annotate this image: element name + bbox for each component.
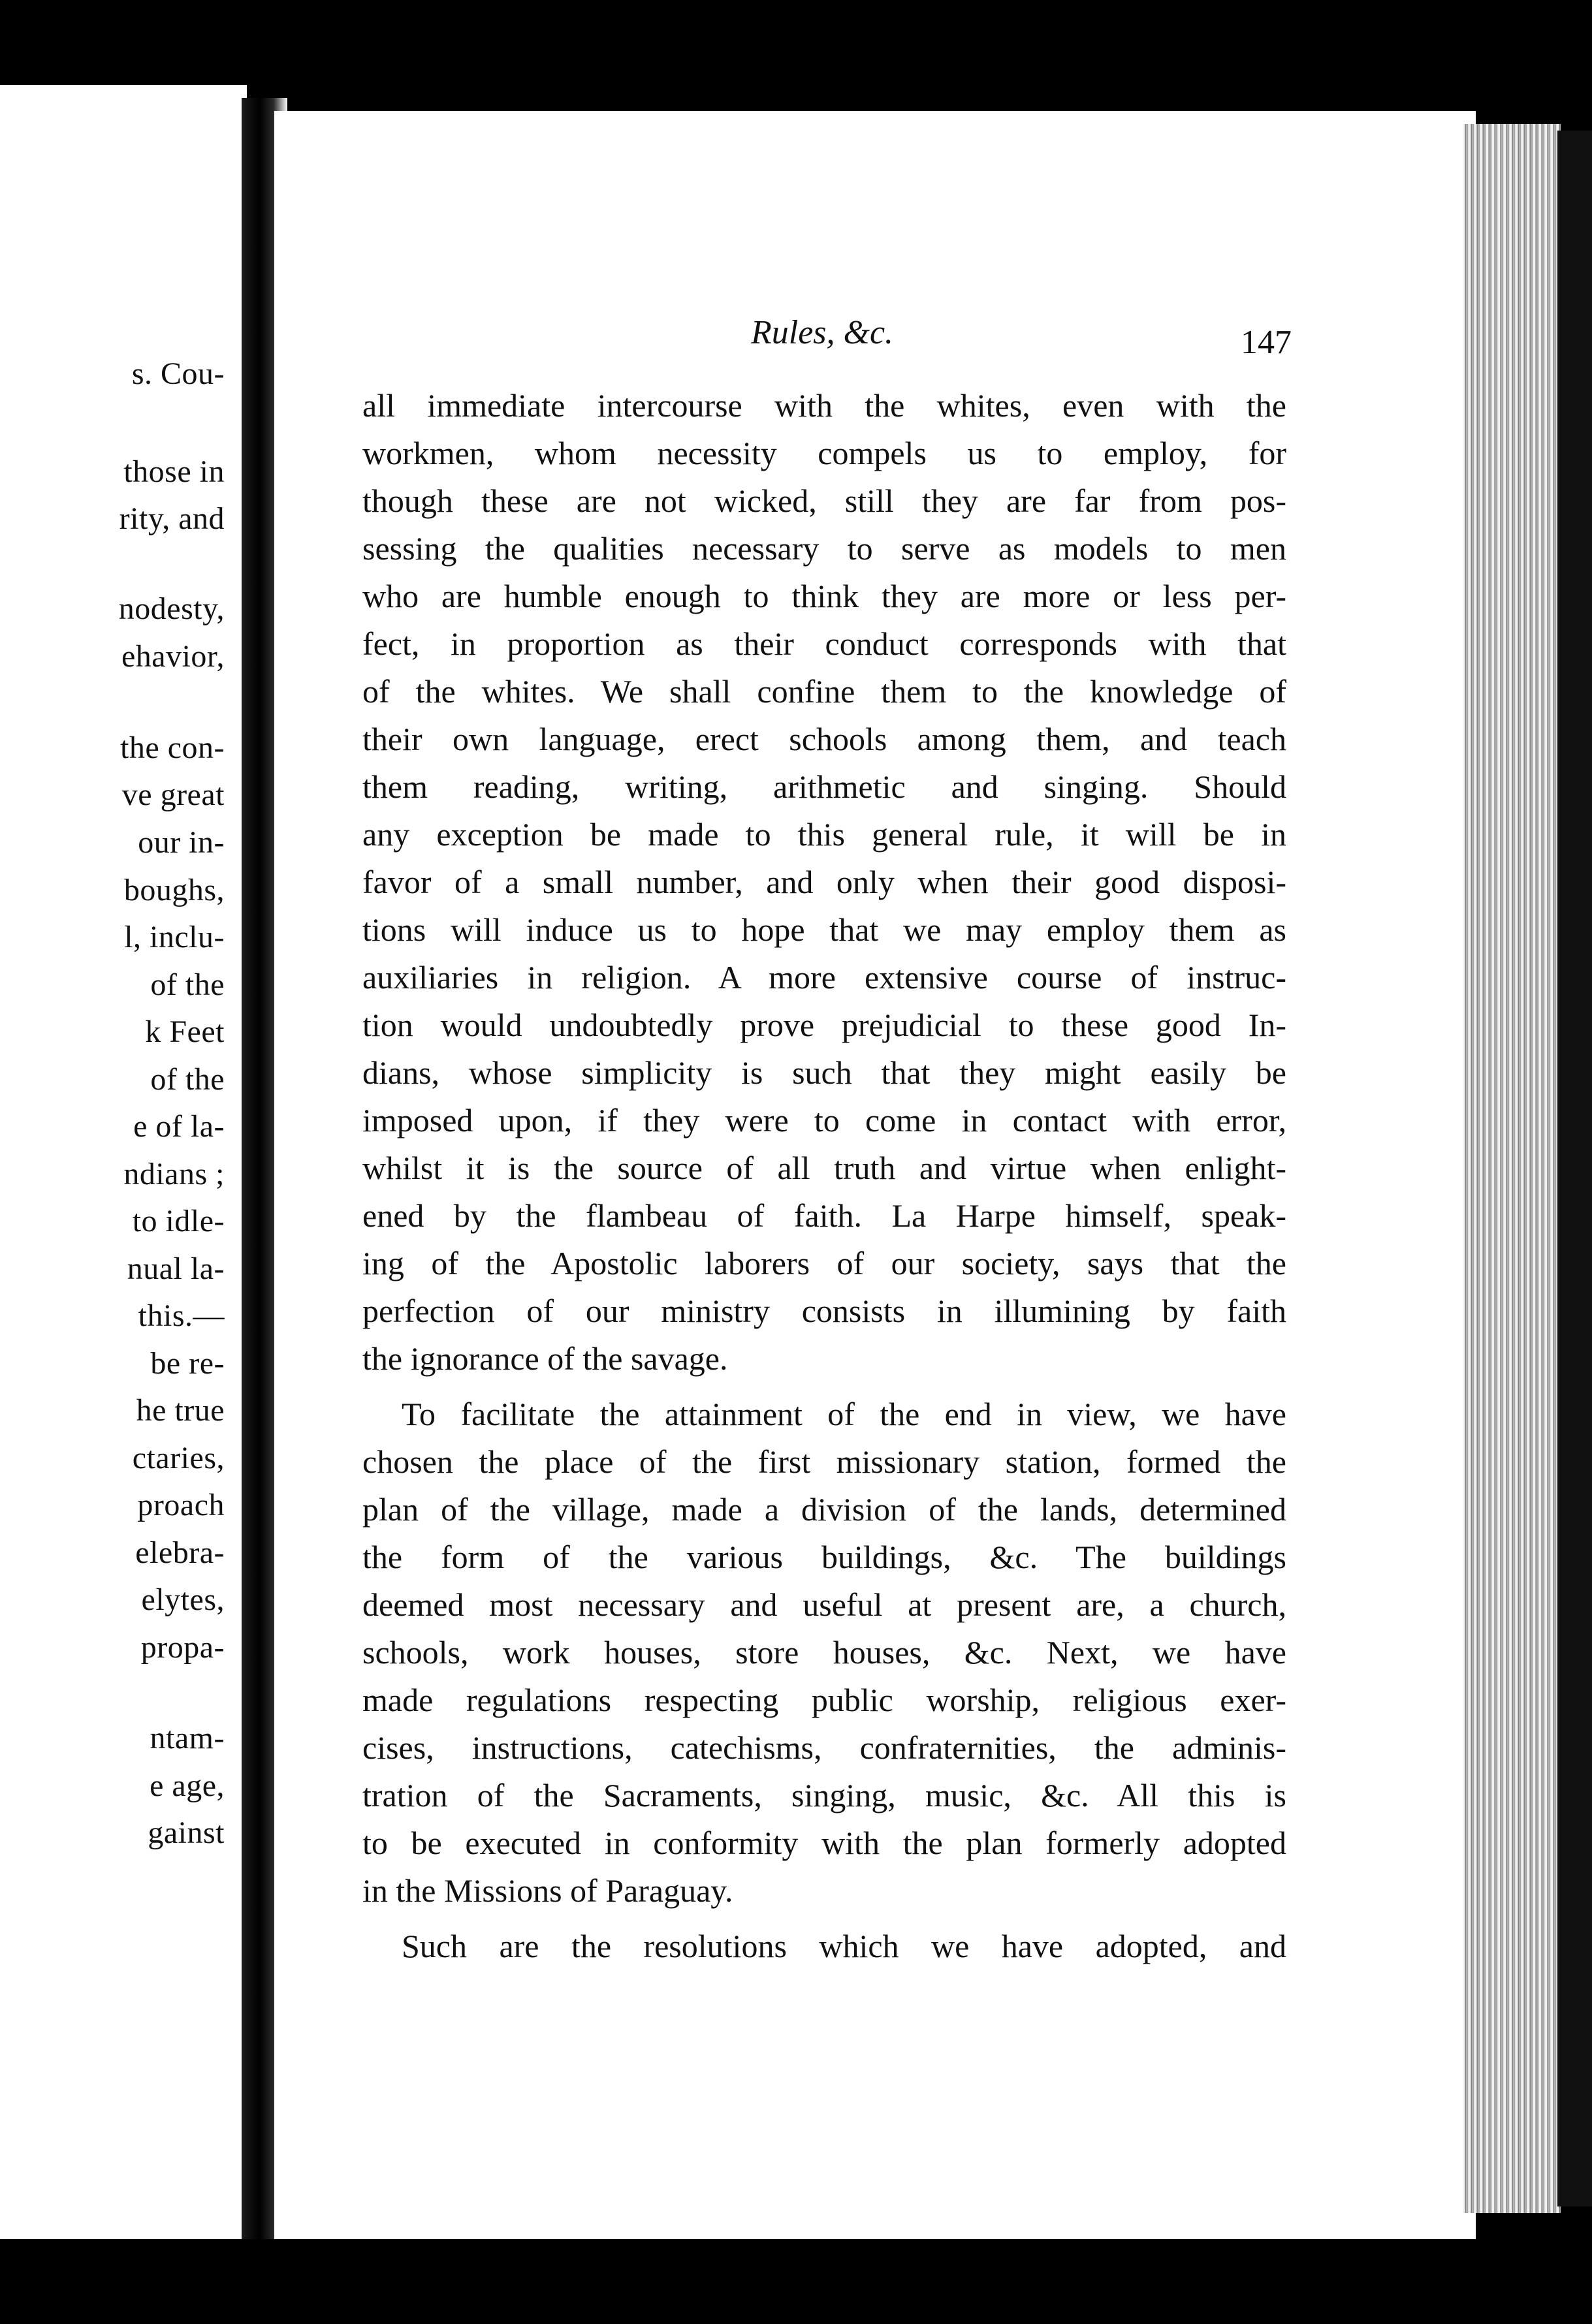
left-page-fragment: of the	[150, 967, 225, 1002]
text-line: their own language, erect schools among them, and teach	[362, 721, 1286, 757]
left-page-fragment: boughs,	[123, 873, 225, 907]
left-page-fragment: ntam-	[150, 1721, 225, 1755]
text-line: the form of the various buildings, &c. The buildings	[362, 1539, 1286, 1575]
left-page-fragment: the con-	[120, 730, 225, 765]
text-line: tions will induce us to hope that we may employ them as	[362, 911, 1286, 948]
left-page-fragment: ctaries,	[132, 1441, 225, 1475]
text-line: any exception be made to this general rule, it will be in	[362, 816, 1286, 853]
left-page-fragment: elebra-	[135, 1535, 225, 1570]
text-line: fect, in proportion as their conduct corresponds with that	[362, 625, 1286, 662]
left-page-fragment: this.—	[138, 1298, 225, 1333]
left-page-fragment: of the	[150, 1062, 225, 1097]
left-page-fragment: e age,	[150, 1768, 225, 1803]
left-facing-page	[0, 85, 247, 2239]
left-page-fragment: elytes,	[141, 1582, 225, 1617]
text-line: cises, instructions, catechisms, confraternities, the adminis-	[362, 1729, 1286, 1766]
text-line: To facilitate the attainment of the end in view, we have	[402, 1396, 1286, 1432]
text-line: workmen, whom necessity compels us to employ, for	[362, 435, 1286, 471]
text-line: sessing the qualities necessary to serve as models to men	[362, 530, 1286, 567]
text-line: Such are the resolutions which we have adopted, and	[402, 1928, 1286, 1964]
text-line: ing of the Apostolic laborers of our society, says that the	[362, 1245, 1286, 1281]
text-line: made regulations respecting public worship, religious exer-	[362, 1682, 1286, 1718]
text-line: favor of a small number, and only when their good disposi-	[362, 864, 1286, 900]
page-edges	[1463, 124, 1561, 2213]
text-line: ened by the flambeau of faith. La Harpe himself, speak-	[362, 1197, 1286, 1234]
text-line: in the Missions of Paraguay.	[362, 1872, 733, 1909]
left-page-fragment: those in	[123, 454, 225, 489]
left-page-fragment: gainst	[148, 1815, 225, 1850]
text-line: deemed most necessary and useful at present are, a church,	[362, 1586, 1286, 1623]
left-page-fragment: propa-	[140, 1630, 225, 1665]
text-line: who are humble enough to think they are more or less per-	[362, 578, 1286, 614]
text-line: auxiliaries in religion. A more extensive course of instruc-	[362, 959, 1286, 996]
text-line: plan of the village, made a division of the lands, determined	[362, 1491, 1286, 1528]
running-head: Rules, &c.	[751, 314, 894, 351]
left-page-fragment: k Feet	[145, 1014, 225, 1049]
text-line: to be executed in conformity with the plan formerly adopted	[362, 1825, 1286, 1861]
text-line: all immediate intercourse with the whites, even with the	[362, 387, 1286, 424]
left-page-fragment: ve great	[121, 777, 225, 812]
text-line: tion would undoubtedly prove prejudicial to these good In-	[362, 1007, 1286, 1043]
left-page-fragment: rity, and	[119, 501, 225, 536]
text-line: the ignorance of the savage.	[362, 1340, 728, 1377]
text-line: imposed upon, if they were to come in contact with error,	[362, 1102, 1286, 1138]
body-text	[362, 382, 1286, 1970]
left-page-fragment: our in-	[138, 825, 225, 860]
left-page-fragment: nodesty,	[118, 591, 225, 626]
left-page-fragment: be re-	[150, 1346, 225, 1381]
left-page-fragment: nual la-	[127, 1251, 225, 1286]
left-page-fragment: ehavior,	[121, 639, 225, 674]
text-line: dians, whose simplicity is such that they might easily be	[362, 1054, 1286, 1091]
text-line: chosen the place of the first missionary station, formed the	[362, 1443, 1286, 1480]
left-page-fragment: ndians ;	[123, 1157, 225, 1191]
left-page-fragment: proach	[137, 1488, 225, 1522]
left-page-fragment: l, inclu-	[124, 920, 225, 954]
left-page-fragment: s. Cou-	[131, 356, 225, 391]
left-page-fragment: e of la-	[133, 1109, 225, 1144]
left-page-fragment: he true	[136, 1393, 225, 1428]
page-number: 147	[1241, 324, 1292, 361]
text-line: of the whites. We shall confine them to the knowledge of	[362, 673, 1286, 710]
text-line: them reading, writing, arithmetic and singing. Should	[362, 768, 1286, 805]
text-line: schools, work houses, store houses, &c. Next, we have	[362, 1634, 1286, 1671]
left-page-fragment: to idle-	[132, 1204, 225, 1238]
text-line: though these are not wicked, still they are far from pos-	[362, 482, 1286, 519]
text-line: tration of the Sacraments, singing, music, &c. All this is	[362, 1777, 1286, 1814]
text-line: perfection of our ministry consists in illumining by faith	[362, 1293, 1286, 1329]
text-line: whilst it is the source of all truth and virtue when enlight-	[362, 1150, 1286, 1186]
page-edges-shadow	[1557, 131, 1592, 2206]
